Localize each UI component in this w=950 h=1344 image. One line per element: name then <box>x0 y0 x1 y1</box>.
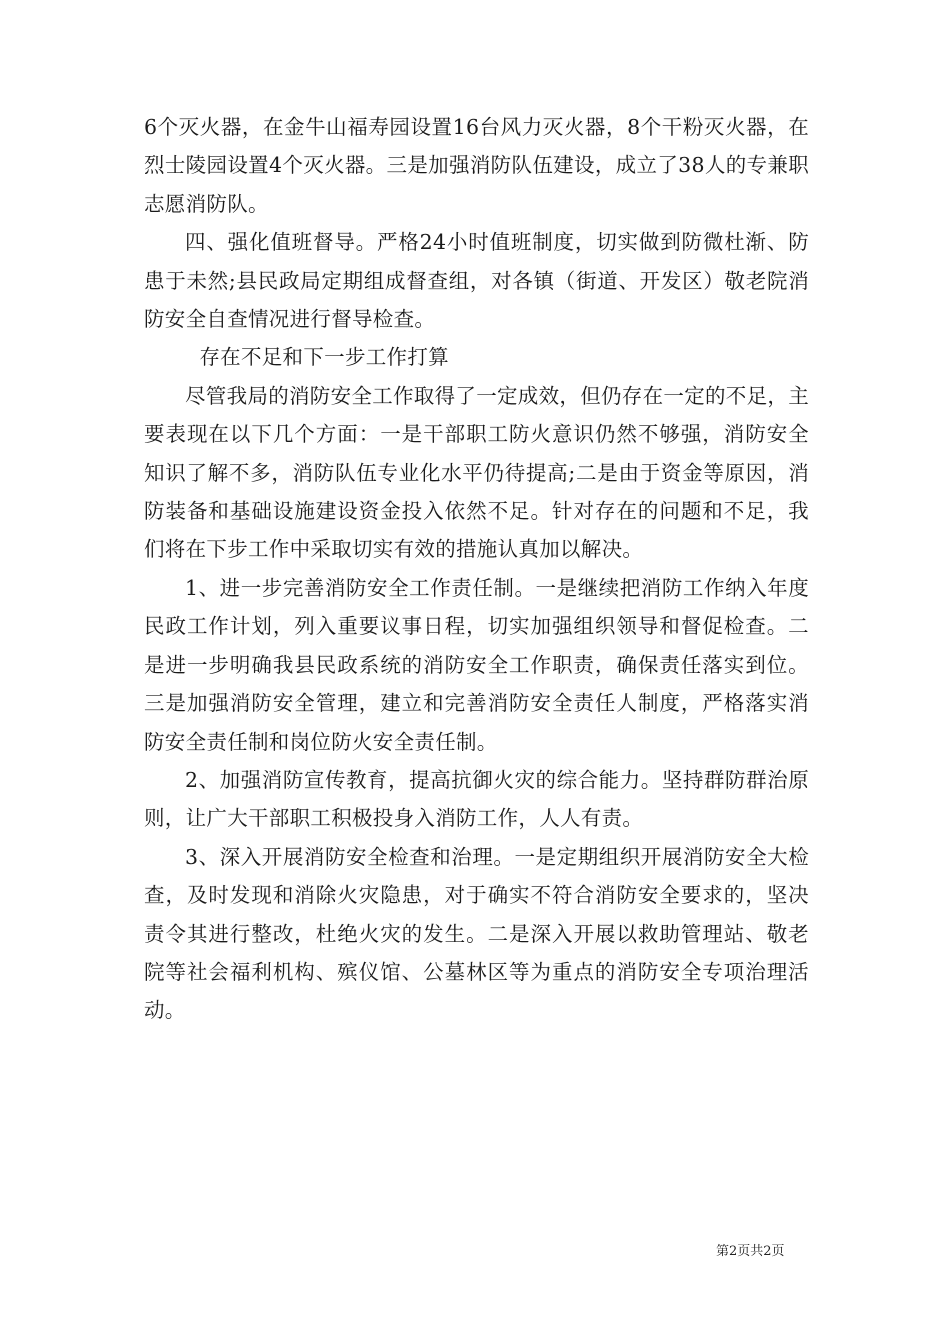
paragraph-item-3-inspection: 3、深入开展消防安全检查和治理。一是定期组织开展消防安全大检查，及时发现和消除火灾隐患，对于确实不符合消防安全要求的，坚决责令其进行整改，杜绝火灾的发生。二是深入开展以救助管理站、敬老院等社会福利机构、殡仪馆、公墓林区等为重点的消防安全专项治理活动。 <box>144 844 809 1023</box>
paragraph-fire-extinguishers: 6个灭火器，在金牛山福寿园设置16台风力灭火器，8个干粉灭火器，在烈士陵园设置4个灭火器。三是加强消防队伍建设，成立了38人的专兼职志愿消防队。 <box>144 115 809 216</box>
paragraph-duty-supervision: 四、强化值班督导。严格24小时值班制度，切实做到防微杜渐、防患于未然;县民政局定期组成督查组，对各镇（街道、开发区）敬老院消防安全自查情况进行督导检查。 <box>144 230 809 332</box>
document-body <box>144 108 809 1030</box>
paragraph-item-2-education: 2、加强消防宣传教育，提高抗御火灾的综合能力。坚持群防群治原则，让广大干部职工积极投身入消防工作，人人有责。 <box>144 767 809 831</box>
section-heading-shortcomings: 存在不足和下一步工作打算 <box>199 345 449 370</box>
page-number-footer: 第2页共2页 <box>716 1244 785 1259</box>
paragraph-item-1-responsibility: 1、进一步完善消防安全工作责任制。一是继续把消防工作纳入年度民政工作计划，列入重要议事日程，切实加强组织领导和督促检查。二是进一步明确我县民政系统的消防安全工作职责，确保责任落实到位。三是加强消防安全管理，建立和完善消防安全责任人制度，严格落实消防安全责任制和岗位防火安全责任制。 <box>144 575 809 754</box>
paragraph-shortcomings: 尽管我局的消防安全工作取得了一定成效，但仍存在一定的不足，主要表现在以下几个方面：一是干部职工防火意识仍然不够强，消防安全知识了解不多，消防队伍专业化水平仍待提高;二是由于资金等原因，消防装备和基础设施建设资金投入依然不足。针对存在的问题和不足，我们将在下步工作中采取切实有效的措施认真加以解决。 <box>144 383 809 562</box>
